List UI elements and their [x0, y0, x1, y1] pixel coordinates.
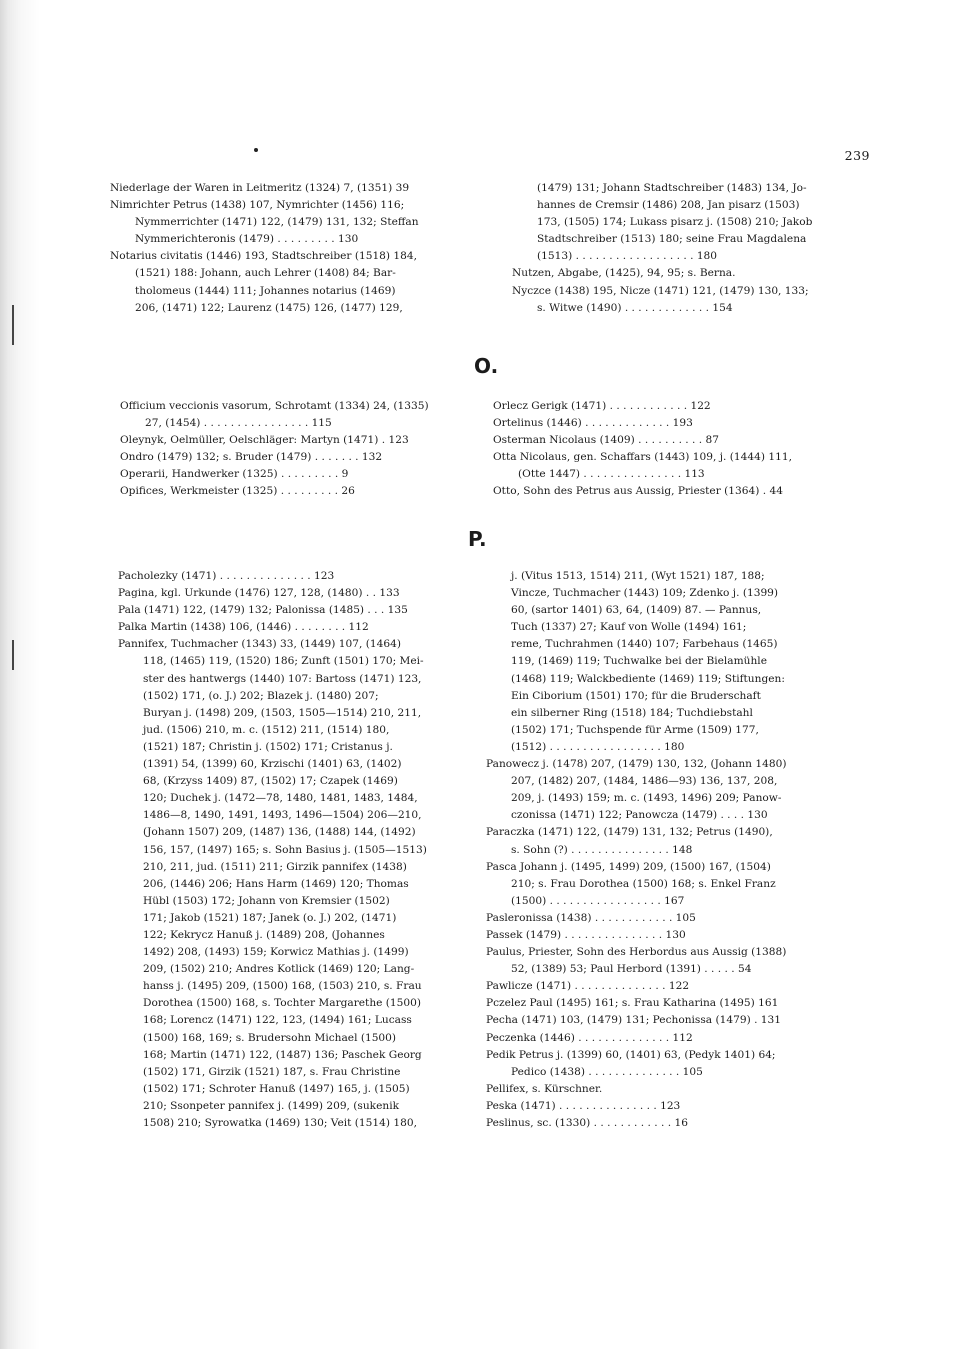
- index-entry-line: Ondro (1479) 132; s. Bruder (1479) . . . . . . . 132: [120, 451, 383, 464]
- index-continuation-line: Dorothea (1500) 168, s. Tochter Margarethe (1500): [143, 997, 422, 1010]
- column-top-left: [110, 180, 480, 317]
- index-continuation-line: 210; Ssonpeter pannifex j. (1499) 209, (sukenik: [143, 1099, 400, 1112]
- index-entry-line: Pannifex, Tuchmacher (1343) 33, (1449) 107, (1464): [118, 638, 401, 651]
- index-continuation-line: tholomeus (1444) 111; Johannes notarius (1469): [135, 284, 396, 297]
- index-continuation-line: (1502) 171, Girzik (1521) 187, s. Frau Christine: [143, 1065, 401, 1078]
- index-continuation-line: s. Witwe (1490) . . . . . . . . . . . . . 154: [537, 301, 733, 314]
- index-entry-line: Pala (1471) 122, (1479) 132; Palonissa (1485) . . . 135: [118, 604, 408, 617]
- index-continuation-line: ein silberner Ring (1518) 184; Tuchdiebstahl: [511, 706, 753, 719]
- index-continuation-line: (1500) . . . . . . . . . . . . . . . . . 167: [511, 894, 685, 907]
- index-continuation-line: 210, 211, jud. (1511) 211; Girzik pannifex (1438): [143, 860, 407, 873]
- index-entry-line: Ortelinus (1446) . . . . . . . . . . . . . 193: [493, 417, 693, 430]
- index-continuation-line: 168; Lorencz (1471) 122, 123, (1494) 161; Lucass: [143, 1014, 412, 1027]
- index-continuation-line: 168; Martin (1471) 122, (1487) 136; Paschek Georg: [143, 1048, 422, 1061]
- index-continuation-line: hannes de Cremsir (1486) 208, Jan pisarz (1503): [537, 199, 800, 212]
- index-continuation-line: 68, (Krzyss 1409) 87, (1502) 17; Czapek (1469): [143, 775, 398, 788]
- index-entry-line: Nutzen, Abgabe, (1425), 94, 95; s. Berna.: [512, 267, 736, 280]
- section-heading-p: P.: [468, 527, 487, 551]
- index-entry-line: Pacholezky (1471) . . . . . . . . . . . . . . 123: [118, 570, 335, 582]
- column-o-right: [493, 398, 873, 501]
- index-continuation-line: Vincze, Tuchmacher (1443) 109; Zdenko j. (1399): [511, 587, 779, 600]
- ink-speck: [254, 148, 258, 152]
- index-entry-line: Otta Nicolaus, gen. Schaffars (1443) 109, j. (1444) 111,: [493, 451, 792, 464]
- index-continuation-line: (1512) . . . . . . . . . . . . . . . . . 180: [511, 740, 685, 753]
- index-continuation-line: czonissa (1471) 122; Panowcza (1479) . . . . 130: [511, 809, 768, 822]
- index-entry-line: Peczenka (1446) . . . . . . . . . . . . . . 112: [486, 1031, 693, 1044]
- index-continuation-line: Tuch (1337) 27; Kauf von Wolle (1494) 161;: [511, 621, 747, 634]
- index-continuation-line: ster des hantwergs (1440) 107: Bartoss (1471) 123,: [143, 672, 422, 685]
- index-continuation-line: 27, (1454) . . . . . . . . . . . . . . . . 115: [145, 417, 332, 430]
- index-continuation-line: Nymmerichteronis (1479) . . . . . . . . . 130: [135, 233, 359, 246]
- index-continuation-line: (Otte 1447) . . . . . . . . . . . . . . . 113: [518, 468, 705, 481]
- index-entry-line: Nimrichter Petrus (1438) 107, Nymrichter (1456) 116;: [110, 199, 405, 212]
- index-continuation-line: 120; Duchek j. (1472—78, 1480, 1481, 1483, 1484,: [143, 792, 418, 805]
- index-continuation-line: 119, (1469) 119; Tuchwalke bei der Bielamühle: [511, 655, 767, 668]
- index-entry-line: Otto, Sohn des Petrus aus Aussig, Priester (1364) . 44: [493, 485, 783, 498]
- index-entry-line: Pczelez Paul (1495) 161; s. Frau Katharina (1495) 161: [486, 997, 779, 1010]
- index-continuation-line: Ein Ciborium (1501) 170; für die Bruderschaft: [511, 689, 761, 702]
- page-number: 239: [844, 148, 870, 163]
- index-continuation-line: (1468) 119; Walckbediente (1469) 119; Stiftungen:: [511, 672, 785, 685]
- index-continuation-line: 210; s. Frau Dorothea (1500) 168; s. Enkel Franz: [511, 877, 776, 890]
- column-top-right: [512, 180, 872, 317]
- index-continuation-line: Pedico (1438) . . . . . . . . . . . . . . 105: [511, 1065, 703, 1078]
- column-p-right: [486, 568, 874, 1132]
- index-entry-line: Notarius civitatis (1446) 193, Stadtschreiber (1518) 184,: [110, 250, 418, 263]
- index-continuation-line: 52, (1389) 53; Paul Herbord (1391) . . . . . 54: [511, 963, 752, 976]
- index-entry-line: Nyczce (1438) 195, Nicze (1471) 121, (1479) 130, 133;: [512, 284, 809, 297]
- index-entry-line: Pawlicze (1471) . . . . . . . . . . . . . . 122: [486, 980, 690, 993]
- index-continuation-line: Nymmerrichter (1471) 122, (1479) 131, 132; Steffan: [135, 216, 419, 229]
- index-continuation-line: (1502) 171; Schroter Hanuß (1497) 165, j. (1505): [143, 1082, 410, 1095]
- index-continuation-line: (1479) 131; Johann Stadtschreiber (1483) 134, Jo-: [537, 182, 807, 194]
- index-entry-line: Passek (1479) . . . . . . . . . . . . . . . 130: [486, 928, 686, 941]
- index-continuation-line: 122; Kekrycz Hanuß j. (1489) 208, (Johannes: [143, 928, 385, 941]
- index-entry-line: Pedik Petrus j. (1399) 60, (1401) 63, (Pedyk 1401) 64;: [486, 1048, 776, 1061]
- index-entry-line: Osterman Nicolaus (1409) . . . . . . . . . . 87: [493, 434, 719, 447]
- index-entry-line: Niederlage der Waren in Leitmeritz (1324) 7, (1351) 39: [110, 182, 410, 194]
- index-continuation-line: 206, (1446) 206; Hans Harm (1469) 120; Thomas: [143, 877, 409, 890]
- margin-mark: [12, 305, 14, 345]
- index-entry-line: Paulus, Priester, Sohn des Herbordus aus Aussig (1388): [486, 946, 787, 959]
- index-continuation-line: 209, (1502) 210; Andres Kotlick (1469) 120; Lang-: [143, 963, 415, 976]
- index-entry-line: Palka Martin (1438) 106, (1446) . . . . . . . . 112: [118, 621, 369, 634]
- index-entry-line: Pasleronissa (1438) . . . . . . . . . . . . 105: [486, 911, 696, 924]
- index-continuation-line: (Johann 1507) 209, (1487) 136, (1488) 144, (1492): [143, 826, 416, 839]
- index-continuation-line: (1502) 171; Tuchspende für Arme (1509) 177,: [511, 723, 759, 736]
- index-continuation-line: 60, (sartor 1401) 63, 64, (1409) 87. — Pannus,: [511, 604, 762, 617]
- index-continuation-line: (1521) 187; Christin j. (1502) 171; Cristanus j.: [143, 740, 393, 753]
- index-continuation-line: s. Sohn (?) . . . . . . . . . . . . . . . 148: [511, 843, 693, 856]
- index-continuation-line: (1521) 188: Johann, auch Lehrer (1408) 84; Bar-: [135, 267, 396, 280]
- index-entry-line: Operarii, Handwerker (1325) . . . . . . . . . 9: [120, 468, 349, 481]
- margin-mark: [12, 640, 14, 670]
- index-continuation-line: (1502) 171, (o. J.) 202; Blazek j. (1480) 207;: [143, 689, 379, 702]
- index-entry-line: Oleynyk, Oelmüller, Oelschläger: Martyn (1471) . 123: [120, 434, 409, 447]
- index-continuation-line: 207, (1482) 207, (1484, 1486—93) 136, 137, 208,: [511, 775, 778, 788]
- index-continuation-line: 209, j. (1493) 159; m. c. (1493, 1496) 209; Panow-: [511, 792, 782, 805]
- index-continuation-line: (1500) 168, 169; s. Brudersohn Michael (1500): [143, 1031, 397, 1044]
- index-entry-line: Paraczka (1471) 122, (1479) 131, 132; Petrus (1490),: [486, 826, 773, 839]
- index-continuation-line: 156, 157, (1497) 165; s. Sohn Basius j. (1505—1513): [143, 843, 427, 856]
- index-continuation-line: (1513) . . . . . . . . . . . . . . . . . . 180: [537, 250, 718, 263]
- index-entry-line: Peska (1471) . . . . . . . . . . . . . . . 123: [486, 1099, 681, 1112]
- index-continuation-line: hanss j. (1495) 209, (1500) 168, (1503) 210, s. Frau: [143, 980, 422, 993]
- column-p-left: [118, 568, 478, 1132]
- index-continuation-line: 171; Jakob (1521) 187; Janek (o. J.) 202, (1471): [143, 911, 397, 924]
- index-entry-line: Officium veccionis vasorum, Schrotamt (1334) 24, (1335): [120, 400, 429, 412]
- index-continuation-line: reme, Tuchrahmen (1440) 107; Farbehaus (1465): [511, 638, 778, 651]
- index-continuation-line: Stadtschreiber (1513) 180; seine Frau Magdalena: [537, 233, 807, 246]
- scan-edge-shadow: [0, 0, 40, 1349]
- index-continuation-line: 1486—8, 1490, 1491, 1493, 1496—1504) 206—210,: [143, 809, 422, 822]
- index-continuation-line: 1508) 210; Syrowatka (1469) 130; Veit (1514) 180,: [143, 1117, 417, 1129]
- index-entry-line: Peslinus, sc. (1330) . . . . . . . . . . . . 16: [486, 1117, 688, 1129]
- index-continuation-line: 118, (1465) 119, (1520) 186; Zunft (1501) 170; Mei-: [143, 655, 424, 668]
- index-entry-line: Panowecz j. (1478) 207, (1479) 130, 132, (Johann 1480): [486, 758, 787, 771]
- index-continuation-line: j. (Vitus 1513, 1514) 211, (Wyt 1521) 187, 188;: [511, 570, 765, 582]
- index-entry-line: Opifices, Werkmeister (1325) . . . . . . . . . 26: [120, 485, 355, 498]
- index-entry-line: Pellifex, s. Kürschner.: [486, 1082, 603, 1095]
- index-entry-line: Pagina, kgl. Urkunde (1476) 127, 128, (1480) . . 133: [118, 587, 400, 600]
- index-continuation-line: 206, (1471) 122; Laurenz (1475) 126, (1477) 129,: [135, 301, 403, 314]
- section-heading-o: O.: [474, 354, 499, 378]
- index-entry-line: Pecha (1471) 103, (1479) 131; Pechonissa (1479) . 131: [486, 1014, 782, 1027]
- column-o-left: [120, 398, 480, 501]
- index-continuation-line: 1492) 208, (1493) 159; Korwicz Mathias j. (1499): [143, 946, 409, 959]
- index-continuation-line: jud. (1506) 210, m. c. (1512) 211, (1514) 180,: [143, 723, 390, 736]
- index-continuation-line: (1391) 54, (1399) 60, Krzischi (1401) 63, (1402): [143, 758, 402, 771]
- index-entry-line: Pasca Johann j. (1495, 1499) 209, (1500) 167, (1504): [486, 860, 771, 873]
- index-entry-line: Orlecz Gerigk (1471) . . . . . . . . . . . . 122: [493, 400, 711, 412]
- index-continuation-line: 173, (1505) 174; Lukass pisarz j. (1508) 210; Jakob: [537, 216, 813, 229]
- index-continuation-line: Hübl (1503) 172; Johann von Kremsier (1502): [143, 894, 390, 907]
- index-continuation-line: Buryan j. (1498) 209, (1503, 1505—1514) 210, 211,: [143, 706, 422, 719]
